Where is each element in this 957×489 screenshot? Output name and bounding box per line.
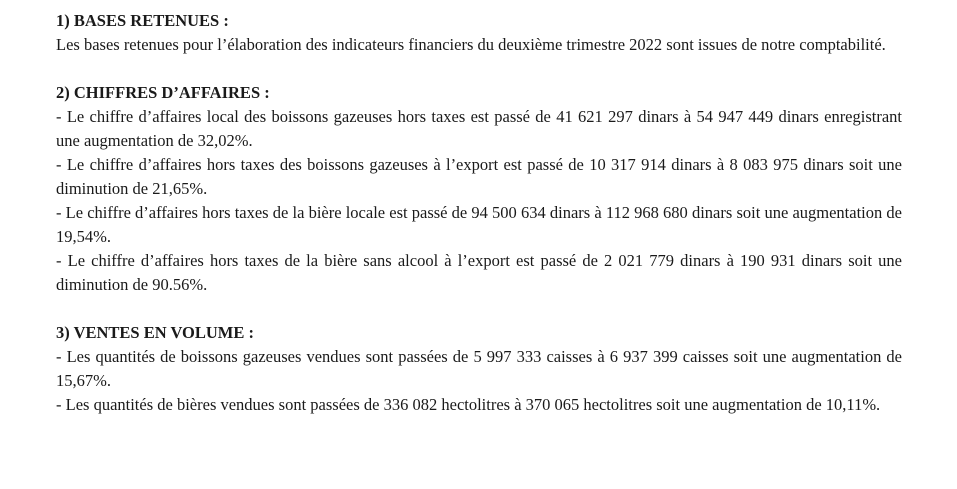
document-body [56, 9, 902, 417]
section-chiffres-affaires [56, 81, 902, 297]
bullet-paragraph: - Le chiffre d’affaires local des boissons gazeuses hors taxes est passé de 41 621 297 dinars à 54 947 449 dinars enregistrant une augmentation de 32,02%. [56, 107, 902, 150]
section-heading: 1) BASES RETENUES : [56, 11, 229, 30]
section-heading: 2) CHIFFRES D’AFFAIRES : [56, 83, 270, 102]
bullet-paragraph: - Le chiffre d’affaires hors taxes de la bière sans alcool à l’export est passé de 2 021 779 dinars à 190 931 dinars soit une diminution de 90.56%. [56, 251, 902, 294]
section-ventes-volume [56, 321, 902, 417]
section-bases-retenues [56, 9, 902, 57]
section-heading: 3) VENTES EN VOLUME : [56, 323, 255, 342]
paragraph: Les bases retenues pour l’élaboration des indicateurs financiers du deuxième trimestre 2022 sont issues de notre comptabilité. [56, 35, 886, 54]
bullet-paragraph: - Le chiffre d’affaires hors taxes des boissons gazeuses à l’export est passé de 10 317 914 dinars à 8 083 975 dinars soit une diminution de 21,65%. [56, 155, 902, 198]
bullet-paragraph: - Les quantités de bières vendues sont passées de 336 082 hectolitres à 370 065 hectolitres soit une augmentation de 10,11%. [56, 395, 881, 414]
bullet-paragraph: - Les quantités de boissons gazeuses vendues sont passées de 5 997 333 caisses à 6 937 399 caisses soit une augmentation de 15,67%. [56, 347, 902, 390]
bullet-paragraph: - Le chiffre d’affaires hors taxes de la bière locale est passé de 94 500 634 dinars à 112 968 680 dinars soit une augmentation de 19,54%. [56, 203, 902, 246]
